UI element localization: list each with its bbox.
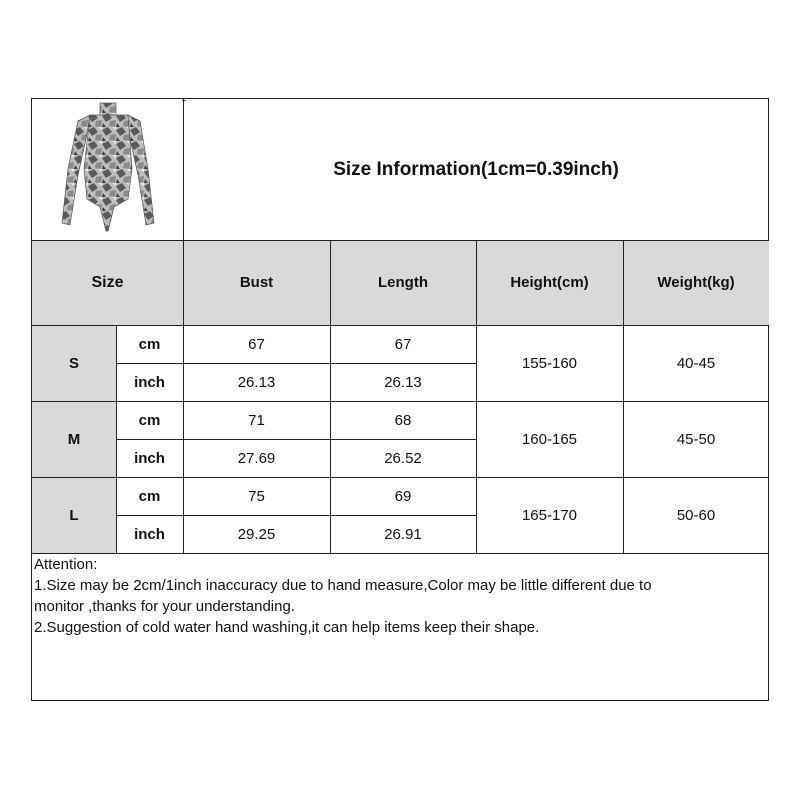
header-bust: Bust (183, 240, 330, 325)
attention-notes (34, 554, 766, 638)
height-l: 165-170 (521, 506, 578, 524)
grid-line (330, 240, 331, 553)
unit-inch: inch (134, 525, 165, 543)
length-inch-s: 26.13 (384, 373, 422, 391)
header-height: Height(cm) (476, 240, 623, 325)
unit-cm: cm (138, 411, 161, 429)
length-inch-l: 26.91 (384, 525, 422, 543)
length-cm-l: 69 (394, 487, 412, 505)
bust-inch-l: 29.25 (237, 525, 276, 543)
header-weight: Weight(kg) (623, 240, 769, 325)
note-1-continued: monitor ,thanks for your understanding. (34, 598, 295, 615)
grid-line (623, 240, 624, 553)
grid-line (116, 439, 476, 440)
header-length: Length (330, 240, 476, 325)
note-2: 2.Suggestion of cold water hand washing,it can help items keep their shape. (34, 619, 540, 636)
length-cm-s: 67 (394, 335, 412, 353)
grid-line (32, 401, 769, 402)
height-m: 160-165 (521, 430, 578, 448)
note-1: 1.Size may be 2cm/1inch inaccuracy due to hand measure,Color may be little different due to (34, 577, 652, 594)
attention-heading: Attention: (34, 556, 98, 573)
header-size: Size (32, 240, 183, 325)
bust-cm-s: 67 (248, 335, 265, 353)
unit-inch: inch (134, 373, 165, 391)
size-l: L (32, 477, 116, 553)
grid-line (116, 515, 476, 516)
grid-line (116, 325, 117, 553)
length-inch-m: 26.52 (384, 449, 422, 467)
bust-inch-s: 26.13 (237, 373, 276, 391)
length-cm-m: 68 (394, 411, 412, 429)
height-s: 155-160 (521, 354, 578, 372)
bust-inch-m: 27.69 (237, 449, 276, 467)
grid-line (476, 240, 477, 553)
bust-cm-m: 71 (248, 411, 265, 429)
unit-cm: cm (138, 335, 161, 353)
grid-line (32, 477, 769, 478)
size-s: S (32, 325, 116, 401)
unit-cm: cm (138, 487, 161, 505)
weight-s: 40-45 (676, 354, 716, 372)
product-image (32, 99, 183, 240)
weight-m: 45-50 (676, 430, 716, 448)
weight-l: 50-60 (676, 506, 716, 524)
bust-cm-l: 75 (248, 487, 265, 505)
size-m: M (32, 401, 116, 477)
grid-line (116, 363, 476, 364)
grid-line (32, 325, 769, 326)
size-chart (31, 98, 769, 701)
grid-line (32, 240, 769, 241)
grid-line (183, 99, 184, 553)
unit-inch: inch (134, 449, 165, 467)
chart-title: Size Information(1cm=0.39inch) (333, 158, 619, 180)
